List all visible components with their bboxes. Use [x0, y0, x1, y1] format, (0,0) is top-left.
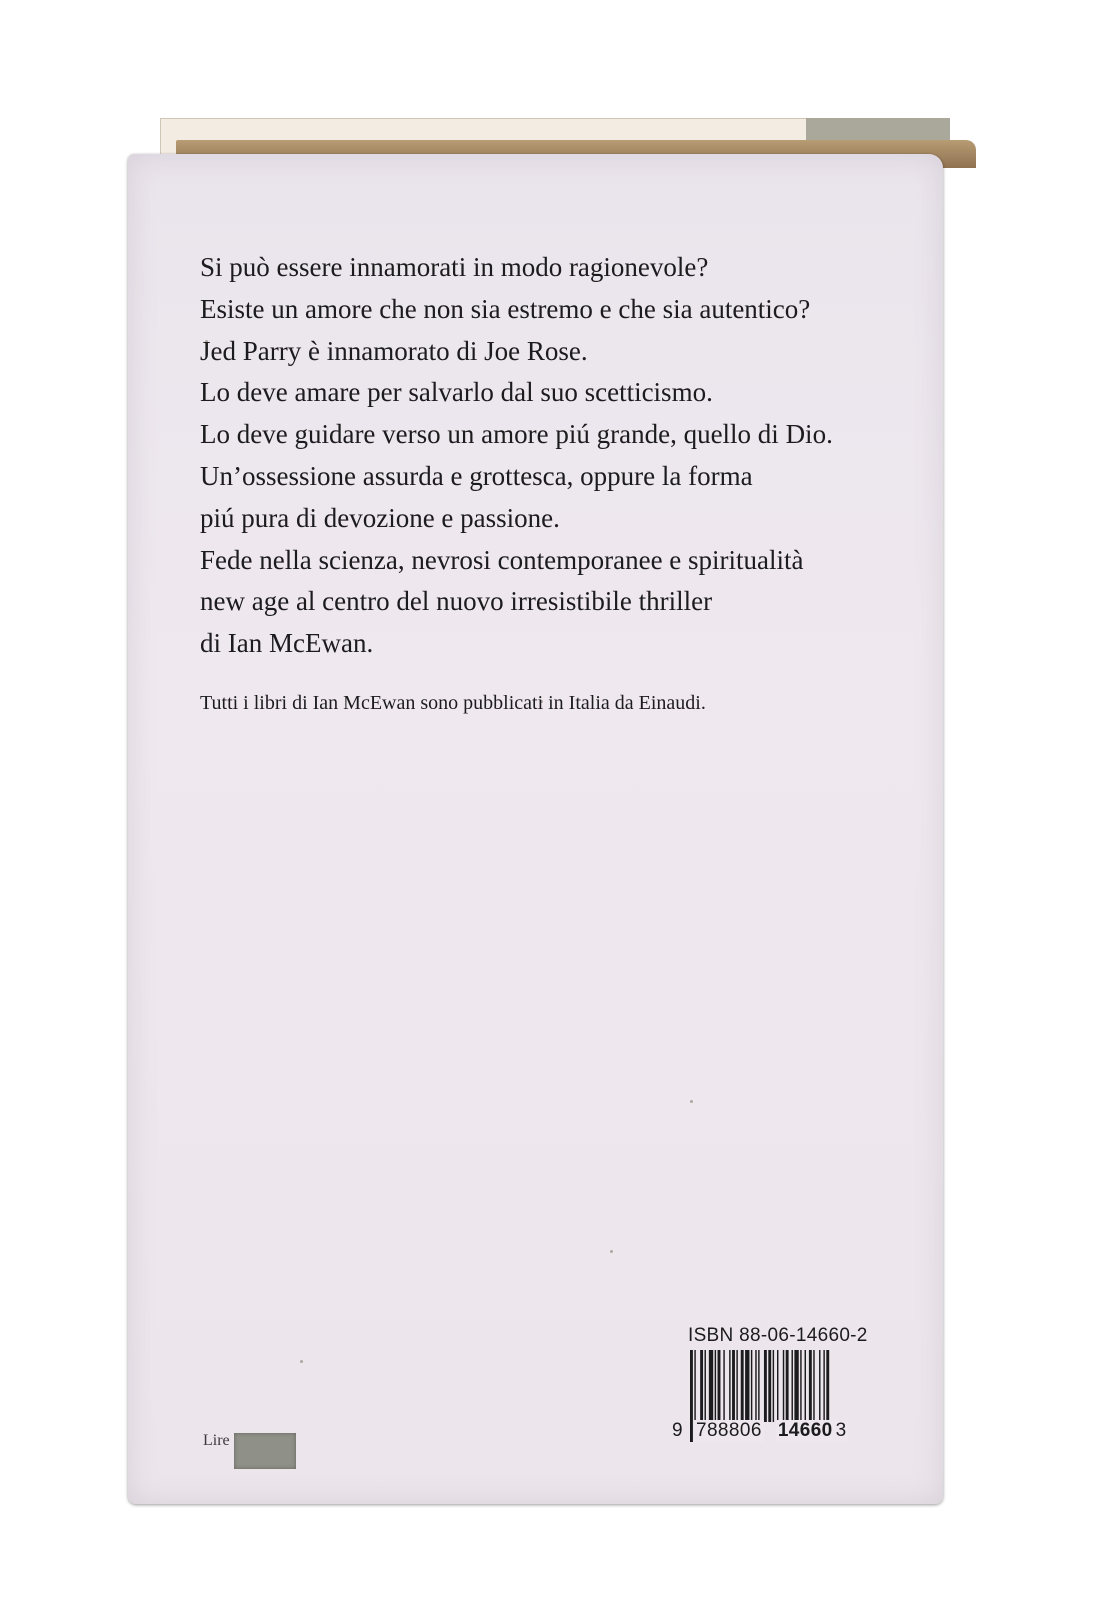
barcode-bar [729, 1350, 730, 1422]
barcode-lead-digit: 9 [672, 1420, 683, 1441]
barcode-bar [805, 1350, 806, 1422]
blurb-line: Si può essere innamorati in modo ragionevole? [200, 252, 709, 282]
blurb-line: Un’ossessione assurda e grottesca, oppure la forma [200, 460, 753, 491]
blurb-line: Lo deve amare per salvarlo dal suo scetticismo. [200, 377, 713, 408]
blurb-line: Lo deve guidare verso un amore piú grande, quello di Dio. [200, 419, 833, 450]
barcode-bar [764, 1350, 767, 1422]
barcode-bar [732, 1350, 735, 1422]
barcode-bar [723, 1350, 724, 1422]
blurb-line: new age al centro del nuovo irresistibile thriller [200, 586, 713, 617]
blurb-line: piú pura di devozione e passione. [200, 502, 560, 533]
barcode-bar [800, 1350, 801, 1422]
barcode-bar [709, 1350, 713, 1422]
barcode-digits [672, 1420, 848, 1442]
barcode-bar [755, 1350, 756, 1422]
barcode-bar [700, 1350, 703, 1422]
publisher-note: Tutti i libri di Ian McEwan sono pubblicati in Italia da Einaudi. [200, 692, 706, 714]
barcode-bar [715, 1350, 716, 1422]
jacket-speck [610, 1250, 613, 1253]
barcode-bar [736, 1350, 737, 1422]
barcode-bar [783, 1350, 784, 1422]
jacket-speck [690, 1100, 693, 1103]
barcode-bar [794, 1350, 798, 1422]
barcode-check-digit: 3 [835, 1420, 847, 1441]
blurb-line: Esiste un amore che non sia estremo e che sia autentico? [200, 293, 811, 324]
barcode-bar [823, 1350, 824, 1422]
barcode-right-digits: 14660 [777, 1420, 833, 1441]
blurb-line: di Ian McEwan. [200, 628, 374, 659]
barcode-bar [705, 1350, 706, 1422]
jacket-speck [300, 1360, 303, 1363]
barcode-bar [768, 1350, 771, 1422]
blurb-text [200, 247, 900, 665]
barcode-bar [819, 1350, 820, 1422]
barcode-bar [718, 1350, 721, 1422]
barcode-bar [792, 1350, 793, 1422]
barcode-bar [786, 1350, 789, 1422]
barcode-bar [745, 1350, 749, 1422]
barcode-bar [813, 1350, 814, 1422]
barcode-bar [751, 1350, 752, 1422]
isbn-label: ISBN 88-06-14660-2 [688, 1325, 868, 1346]
price-label: Lire [203, 1432, 230, 1449]
book-pages-grey-edge [806, 118, 950, 140]
price-sticker [234, 1433, 296, 1469]
barcode-bar [773, 1350, 774, 1422]
blurb-line: Fede nella scienza, nevrosi contemporanee e spiritualità [200, 544, 804, 575]
blurb-line: Jed Parry è innamorato di Joe Rose. [200, 335, 588, 366]
barcode-bar [809, 1350, 812, 1422]
barcode-left-digits: 788806 [696, 1420, 762, 1441]
barcode-bar [777, 1350, 778, 1422]
barcode-bar [741, 1350, 744, 1422]
